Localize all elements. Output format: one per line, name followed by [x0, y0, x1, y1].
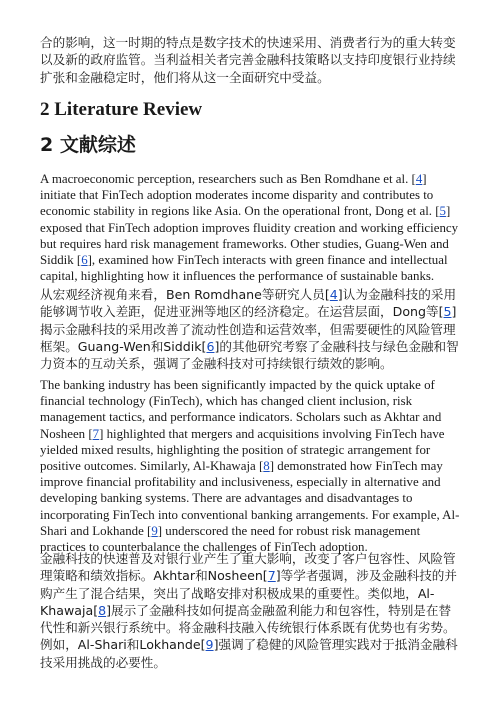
text-run: ]等学者强调，涉及金融科技的并购产生了混合结果，突出了战略安排对积极成果的重要性。类似地，Al-Khawaja[	[40, 568, 457, 618]
text-run: ] highlighted that mergers and acquisitions involving FinTech have yielded mixed results, highlighting the position of strategic arrangement for positive outcomes. Similarly, Al-Khawaja [	[40, 426, 445, 474]
citation-link-9[interactable]: 9	[151, 523, 158, 538]
text-run: ]认为金融科技的采用能够调节收入差距，促进亚洲等地区的经济稳定。在运营层面，Dong等[	[40, 287, 457, 320]
literature-paragraph-1-en	[40, 171, 460, 284]
literature-paragraph-1-zh	[40, 286, 460, 372]
text-run: ]揭示金融科技的采用改善了流动性创造和运营效率，但需要硬性的风险管理框架。Guang-Wen和Siddik[	[40, 304, 457, 354]
literature-paragraph-2-zh	[40, 550, 460, 671]
citation-link-7[interactable]: 7	[267, 568, 276, 584]
text-run: ] demonstrated how FinTech may improve financial profitability and inclusiveness, especially in alternative and developing banking systems. There are advantages and disadvantages to incorporating FinTech into conventional banking arrangements. For example, Al-Shari and Lokhande [	[40, 459, 460, 538]
text-run: 金融科技的快速普及对银行业产生了重大影响，改变了客户包容性、风险管理策略和绩效指标。Akhtar和Nosheen[	[40, 551, 456, 584]
text-run: ], examined how FinTech interacts with green finance and intellectual capital, highlighting how it influences the performance of sustainable banks.	[40, 253, 448, 284]
text-run: ] exposed that FinTech adoption improves fluidity creation and working efficiency but requires hard risk management frameworks. Other studies, Guang-Wen and Siddik [	[40, 204, 459, 268]
section-heading-en: 2 Literature Review	[40, 99, 203, 120]
citation-link-8[interactable]: 8	[263, 459, 270, 474]
text-run: ]强调了稳健的风险管理实践对于抵消金融科技采用挑战的必要性。	[40, 637, 458, 670]
citation-link-8[interactable]: 8	[98, 602, 107, 618]
text-run: ]展示了金融科技如何提高金融盈利能力和包容性，特别是在替代性和新兴银行系统中。将金融科技融入传统银行体系既有优势也有劣势。例如，Al-Shari和Lokhande[	[40, 602, 456, 653]
text-run: 从宏观经济视角来看，Ben Romdhane等研究人员[	[40, 287, 330, 302]
text-run: A macroeconomic perception, researchers such as Ben Romdhane et al. [	[40, 172, 416, 186]
citation-link-5[interactable]: 5	[443, 304, 452, 320]
citation-link-7[interactable]: 7	[92, 426, 100, 441]
text-run: ] initiate that FinTech adoption moderates income disparity and contributes to economic stability in regions like Asia. On the operational front, Dong et al. [	[40, 172, 440, 219]
citation-link-6[interactable]: 6	[81, 253, 88, 268]
intro-paragraph-zh: 合的影响，这一时期的特点是数字技术的快速采用、消费者行为的重大转变以及新的政府监管。当利益相关者完善金融科技策略以支持印度银行业持续扩张和金融稳定时，他们将从这一全面研究中受益。	[40, 35, 456, 85]
citation-link-4[interactable]: 4	[415, 172, 423, 186]
text-run: ] underscored the need for robust risk management practices to counterbalance the challenges of FinTech adoption.	[40, 523, 421, 555]
citation-link-5[interactable]: 5	[439, 204, 446, 219]
section-heading-zh: 2 文献综述	[40, 134, 136, 156]
text-run: The banking industry has been significantly impacted by the quick uptake of financial technology (FinTech), which has changed client inclusion, risk management tactics, and performance indicators. Scholars such as Akhtar and Nosheen [	[40, 378, 442, 441]
citation-link-6[interactable]: 6	[206, 338, 215, 354]
literature-paragraph-2-en	[40, 377, 460, 555]
text-run: ]的其他研究考察了金融科技与绿色金融和智力资本的互动关系，强调了金融科技对可持续银行绩效的影响。	[40, 338, 459, 372]
citation-link-9[interactable]: 9	[205, 637, 214, 653]
citation-link-4[interactable]: 4	[329, 287, 338, 302]
